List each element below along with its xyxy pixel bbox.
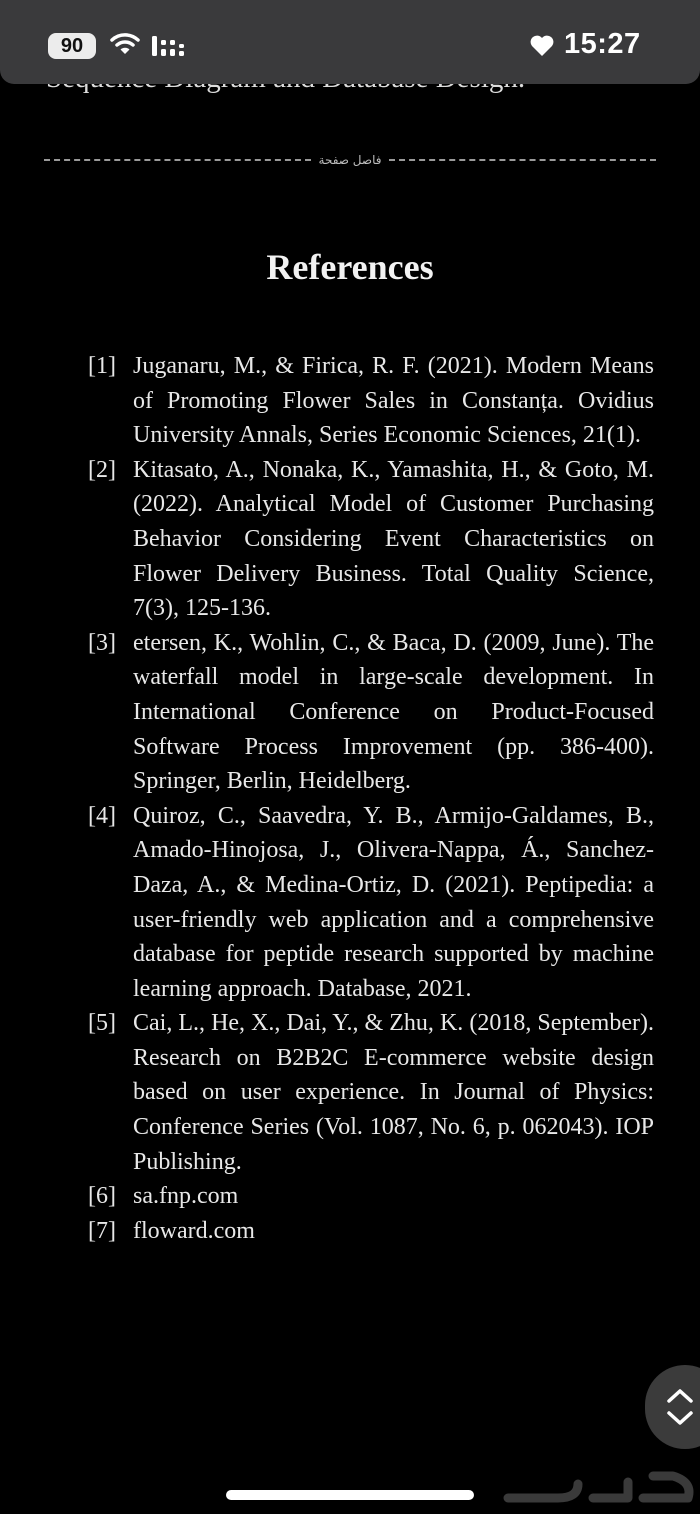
reference-number: [1] — [88, 353, 116, 379]
reference-item — [88, 626, 654, 799]
page-break-divider — [44, 148, 656, 172]
reference-number: [6] — [88, 1183, 116, 1210]
reference-item — [88, 453, 654, 626]
reference-text: Cai, L., He, X., Dai, Y., & Zhu, K. (2018, September). Research on B2B2C E-commerce website design based on user experience. In Journal of Physics: Conference Series (Vol. 1087, No. 6, p. 062043). IOP Publishing. — [133, 1010, 654, 1175]
battery-indicator: 90 — [48, 33, 96, 59]
reference-item — [88, 799, 654, 1007]
reference-text: Quiroz, C., Saavedra, Y. B., Armijo-Galdames, B., Amado-Hinojosa, J., Olivera-Nappa, Á., Sanchez-Daza, A., & Medina-Ortiz, D. (2021). Peptipedia: a user-friendly web application and a comprehensive database for peptide research supported by machine learning approach. Database, 2021. — [133, 802, 654, 1002]
clock-time: 15:27 — [564, 28, 641, 60]
page-break-dash-left — [44, 159, 311, 161]
status-bar — [0, 0, 700, 84]
reference-text: etersen, K., Wohlin, C., & Baca, D. (2009, June). The waterfall model in large-scale development. In International Conference on Product-Focused Software Process Improvement (pp. 386-400). Springer, Berlin, Heidelberg. — [133, 629, 654, 795]
reference-number: [2] — [88, 456, 116, 483]
reference-number: [7] — [88, 1217, 116, 1244]
reference-number: [5] — [88, 1010, 116, 1037]
reference-item — [88, 1214, 654, 1249]
reference-text: sa.fnp.com — [133, 1183, 239, 1210]
wifi-icon — [110, 32, 140, 56]
reference-item — [88, 1179, 654, 1214]
reference-text: Kitasato, A., Nonaka, K., Yamashita, H., & Goto, M. (2022). Analytical Model of Customer Purchasing Behavior Considering Event Characteristics on Flower Delivery Business. Total Quality Science, 7(3), 125-136. — [133, 456, 654, 622]
reference-item — [88, 349, 654, 453]
home-indicator[interactable] — [226, 1490, 474, 1500]
haraj-watermark-logo — [498, 1462, 698, 1514]
reference-item — [88, 1006, 654, 1179]
signal-icon — [150, 34, 190, 58]
reference-number: [4] — [88, 802, 116, 829]
references-heading: References — [266, 247, 434, 287]
references-list — [88, 349, 654, 1248]
heart-icon — [529, 34, 555, 58]
chevron-up-down-icon — [663, 1383, 697, 1431]
reference-text: floward.com — [133, 1217, 255, 1244]
reference-text: Juganaru, M., & Firica, R. F. (2021). Modern Means of Promoting Flower Sales in Constanța. Ovidius University Annals, Series Economic Sciences, 21(1). — [133, 353, 654, 449]
page-break-dash-right — [389, 159, 656, 161]
page-break-label: فاصل صفحة — [318, 153, 382, 167]
reference-number: [3] — [88, 629, 116, 656]
